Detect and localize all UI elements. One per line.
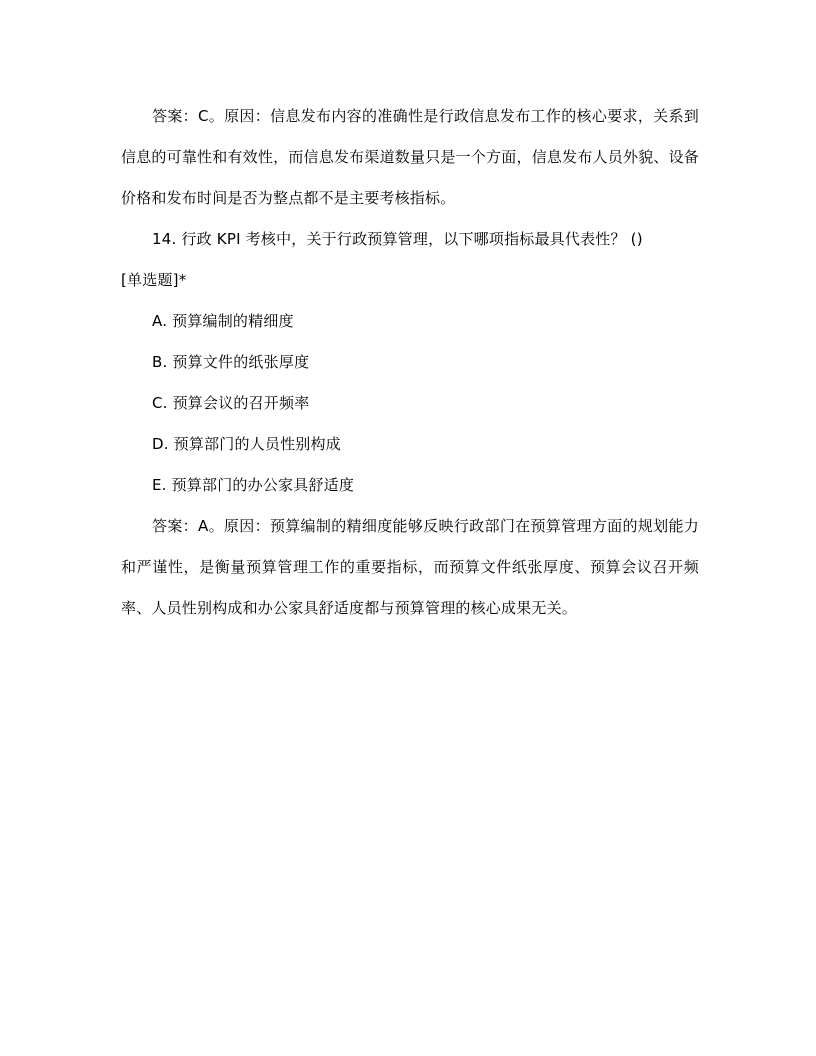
option-e: E. 预算部门的办公家具舒适度 — [152, 476, 355, 494]
option-c: C. 预算会议的召开频率 — [152, 394, 310, 412]
answer-paragraph-14: 答案：A。原因：预算编制的精细度能够反映行政部门在预算管理方面的规划能力和严谨性，是衡量预算管理工作的重要指标，而预算文件纸张厚度、预算会议召开频率、人员性别构成和办公家具舒适度都与预算管理的核心成果无关。 — [121, 517, 699, 617]
option-a: A. 预算编制的精细度 — [152, 312, 294, 330]
question-type-label: [单选题]* — [121, 271, 187, 289]
option-b: B. 预算文件的纸张厚度 — [152, 353, 310, 371]
option-d: D. 预算部门的人员性别构成 — [152, 435, 341, 453]
answer-paragraph-13: 答案：C。原因：信息发布内容的准确性是行政信息发布工作的核心要求，关系到信息的可靠性和有效性，而信息发布渠道数量只是一个方面，信息发布人员外貌、设备价格和发布时间是否为整点都不是主要考核指标。 — [121, 107, 699, 207]
page-content — [121, 96, 699, 629]
question-14-stem: 14. 行政 KPI 考核中，关于行政预算管理，以下哪项指标最具代表性？ () — [152, 230, 643, 248]
